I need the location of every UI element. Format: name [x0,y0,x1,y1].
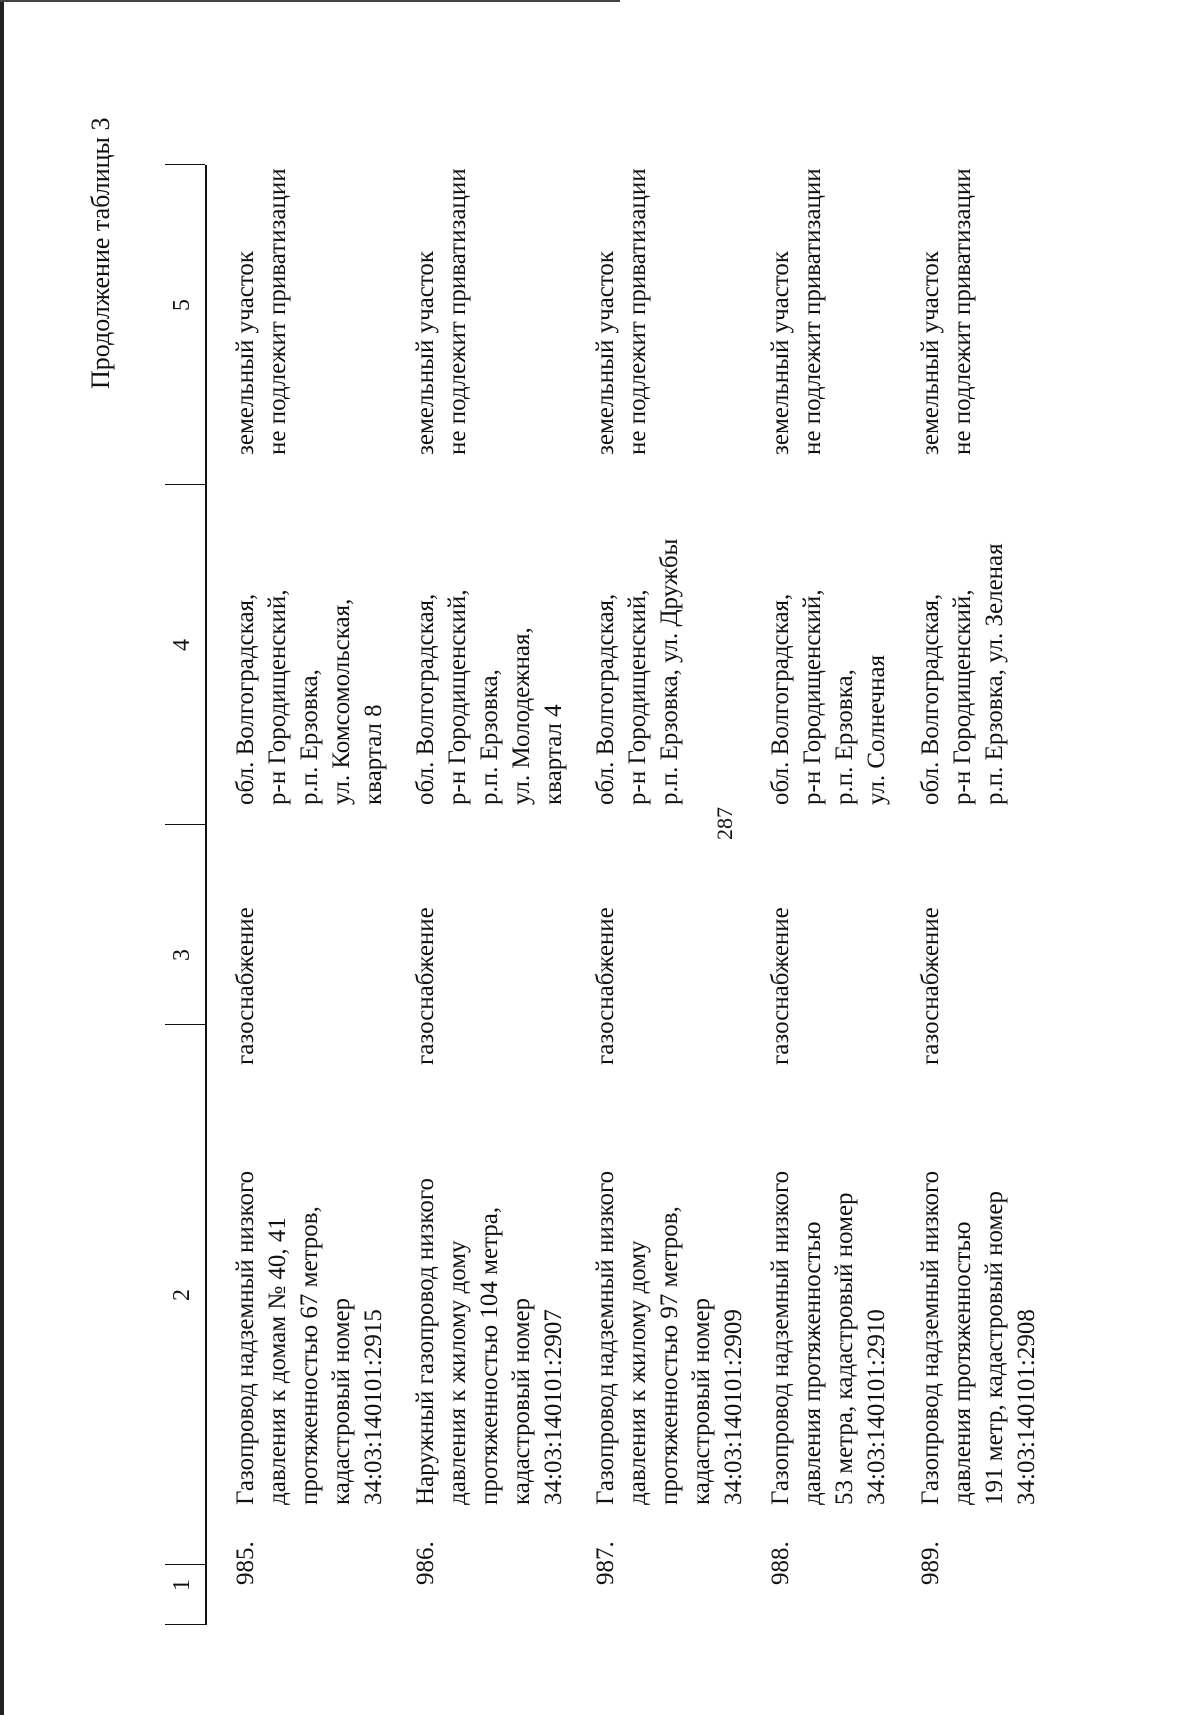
object-purpose: газоснабжение [592,907,619,1065]
header-col-2: 2 [169,1289,195,1301]
row-number: 986. [412,1541,439,1585]
object-purpose: газоснабжение [767,907,794,1065]
header-separator [165,1624,205,1625]
header-col-4: 4 [169,639,195,651]
header-col-3: 3 [169,949,195,961]
object-address: обл. Волгоградская, р-н Городищенский, р.п. Ерзовка, ул. Солнечная [767,589,890,805]
object-address: обл. Волгоградская, р-н Городищенский, р.п. Ерзовка, ул. Молодежная, квартал 4 [412,589,567,805]
header-separator [165,824,205,825]
object-description: Наружный газопровод низкого давления к жилому дому протяженностью 104 метра, кадастровый номер 34:03:140101:2907 [412,1177,567,1505]
object-address: обл. Волгоградская, р-н Городищенский, р.п. Ерзовка, ул. Комсомольская, квартал 8 [232,589,387,805]
object-description: Газопровод надземный низкого давления к жилому дому протяженностью 97 метров, кадастровый номер 34:03:140101:2909 [592,1170,747,1505]
header-separator [165,1024,205,1025]
object-purpose: газоснабжение [232,907,259,1065]
header-separator [165,484,205,485]
table [165,165,1040,1625]
header-separator [165,1564,205,1565]
page-number: 287 [712,807,737,840]
object-address: обл. Волгоградская, р-н Городищенский, р.п. Ерзовка, ул. Дружбы [592,538,683,805]
row-number: 987. [592,1541,619,1585]
row-number: 988. [767,1541,794,1585]
object-note: земельный участок не подлежит приватизации [232,168,291,455]
object-purpose: газоснабжение [917,907,944,1065]
object-description: Газопровод надземный низкого давления протяженностью 191 метр, кадастровый номер 34:03:140101:2908 [917,1170,1040,1505]
table-caption: Продолжение таблицы 3 [86,117,115,389]
object-note: земельный участок не подлежит приватизации [592,168,651,455]
row-number: 985. [232,1541,259,1585]
row-number: 989. [917,1541,944,1585]
header-separator [165,164,205,165]
object-purpose: газоснабжение [412,907,439,1065]
object-note: земельный участок не подлежит приватизации [917,168,976,455]
object-description: Газопровод надземный низкого давления к домам № 40, 41 протяженностью 67 метров, кадастровый номер 34:03:140101:2915 [232,1170,387,1505]
header-rule [205,165,207,1625]
object-note: земельный участок не подлежит приватизации [767,168,826,455]
object-address: обл. Волгоградская, р-н Городищенский, р.п. Ерзовка, ул. Зеленая [917,543,1008,805]
header-col-5: 5 [169,299,195,311]
header-col-1: 1 [169,1579,195,1591]
object-description: Газопровод надземный низкого давления протяженностью 53 метра, кадастровый номер 34:03:140101:2910 [767,1170,890,1505]
object-note: земельный участок не подлежит приватизации [412,168,471,455]
